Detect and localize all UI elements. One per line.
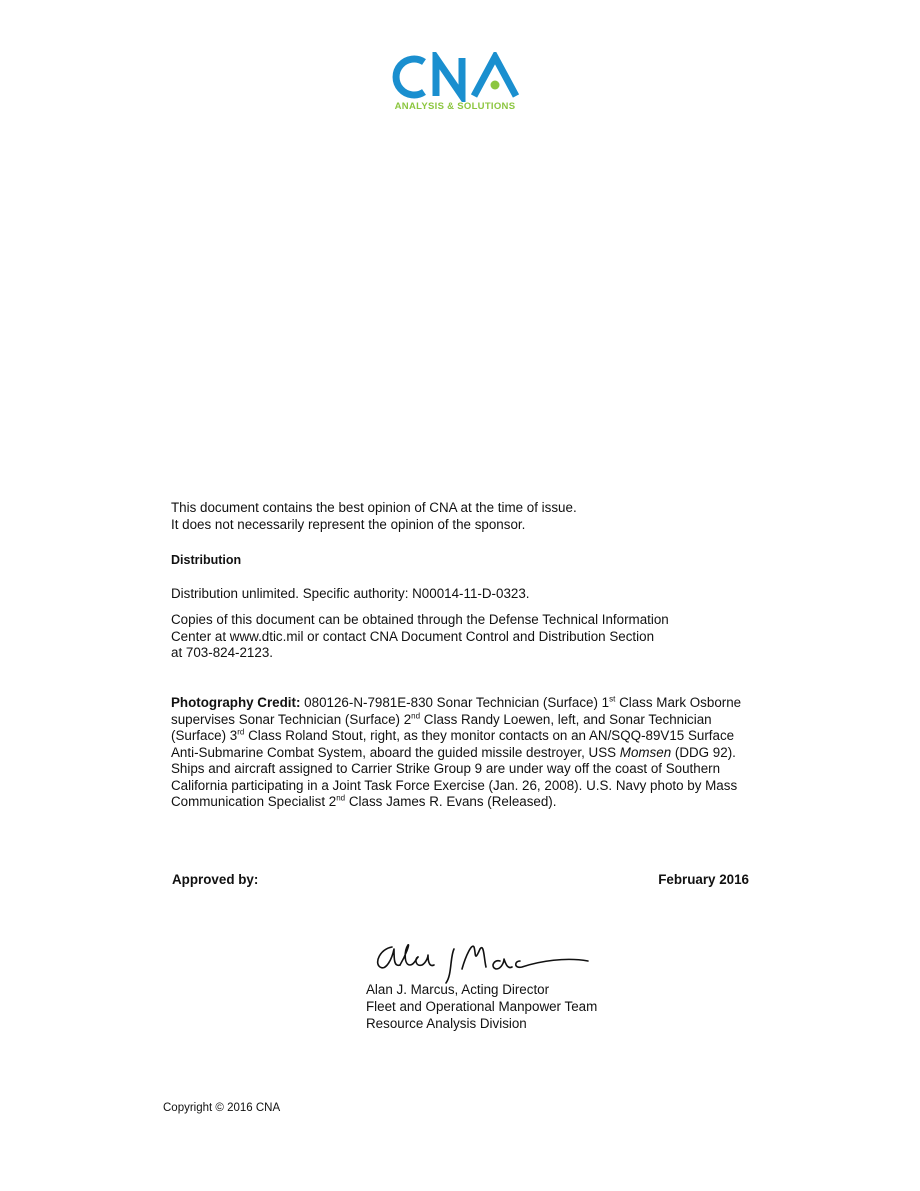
copies-line-3: at 703-824-2123. — [171, 645, 273, 660]
photo-credit-label: Photography Credit: — [171, 695, 301, 710]
photo-credit-text: (DDG 92). Ships and aircraft assigned to Carrier Strike Group 9 are under way off the coast of Southern California participating in a Joint Task Force Exercise (Jan. 26, 2008). U.S. Navy photo by Mass Communication Specialist 2 — [171, 744, 738, 809]
signer-name: Alan J. Marcus, Acting Director — [366, 982, 550, 997]
copies-line-2: Center at www.dtic.mil or contact CNA Document Control and Distribution Section — [171, 628, 655, 644]
superscript: nd — [336, 793, 346, 803]
superscript: nd — [411, 711, 421, 721]
photo-credit-text: Class Mark Osborne supervises Sonar Technician (Surface) 2 — [171, 695, 742, 727]
copyright-notice: Copyright © 2016 CNA — [163, 1102, 281, 1114]
signature-graphic — [370, 935, 600, 987]
cna-logo-mark — [384, 52, 526, 102]
approved-by-label: Approved by: — [172, 872, 259, 887]
superscript: st — [609, 694, 616, 704]
photo-credit-text: 080126-N-7981E-830 Sonar Technician (Surface) 1 — [300, 695, 610, 710]
distribution-heading: Distribution — [171, 553, 242, 567]
disclaimer — [171, 500, 771, 533]
photo-credit — [171, 695, 751, 811]
copies-line-1: Copies of this document can be obtained through the Defense Technical Information — [171, 612, 669, 627]
photo-credit-text: Class James R. Evans (Released). — [345, 794, 557, 809]
copies-paragraph — [171, 612, 771, 662]
signer-team: Fleet and Operational Manpower Team — [366, 999, 598, 1014]
signer-block — [366, 981, 597, 1032]
logo-tagline: ANALYSIS & SOLUTIONS — [394, 101, 516, 112]
distribution-statement: Distribution unlimited. Specific authority: N00014-11-D-0323. — [171, 586, 530, 601]
ship-name: Momsen — [619, 744, 672, 760]
signature — [370, 935, 600, 987]
disclaimer-line-1: This document contains the best opinion of CNA at the time of issue. — [171, 500, 577, 515]
signer-division: Resource Analysis Division — [366, 1016, 527, 1031]
cna-logo — [384, 52, 534, 118]
photo-credit-text: Class Roland Stout, right, as they monitor contacts on an AN/SQQ-89V15 Surface Anti-Submarine Combat System, aboard the guided missile destroyer, USS — [171, 728, 735, 760]
superscript: rd — [237, 727, 245, 737]
approval-date: February 2016 — [658, 872, 749, 887]
photo-credit-text: Class Randy Loewen, left, and Sonar Technician (Surface) 3 — [171, 711, 712, 743]
disclaimer-line-2: It does not necessarily represent the opinion of the sponsor. — [171, 516, 526, 532]
